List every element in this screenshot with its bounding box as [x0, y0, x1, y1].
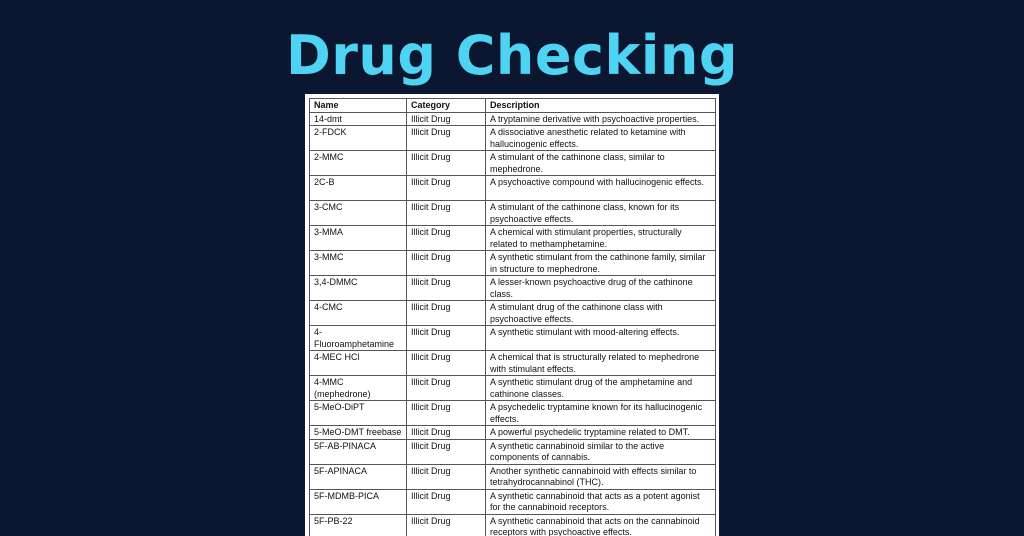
- cell-description: A powerful psychedelic tryptamine related to DMT.: [486, 426, 716, 440]
- table-row: [310, 201, 716, 226]
- table-row: [310, 112, 716, 126]
- cell-category: Illicit Drug: [407, 439, 486, 464]
- cell-description: A chemical with stimulant properties, structurally related to methamphetamine.: [486, 226, 716, 251]
- table-row: [310, 226, 716, 251]
- header-description: Description: [486, 99, 716, 113]
- cell-description: A psychedelic tryptamine known for its hallucinogenic effects.: [486, 401, 716, 426]
- cell-name: 4-MMC (mephedrone): [310, 376, 407, 401]
- cell-category: Illicit Drug: [407, 251, 486, 276]
- cell-name: 3,4-DMMC: [310, 276, 407, 301]
- table-row: [310, 426, 716, 440]
- header-category: Category: [407, 99, 486, 113]
- cell-description: A synthetic cannabinoid that acts on the cannabinoid receptors with psychoactive effects.: [486, 514, 716, 536]
- cell-category: Illicit Drug: [407, 276, 486, 301]
- cell-category: Illicit Drug: [407, 151, 486, 176]
- cell-category: Illicit Drug: [407, 401, 486, 426]
- cell-description: A tryptamine derivative with psychoactive properties.: [486, 112, 716, 126]
- table-row: [310, 439, 716, 464]
- cell-name: 5F-PB-22: [310, 514, 407, 536]
- cell-description: A chemical that is structurally related to mephedrone with stimulant effects.: [486, 351, 716, 376]
- cell-description: A synthetic cannabinoid similar to the active components of cannabis.: [486, 439, 716, 464]
- cell-description: A lesser-known psychoactive drug of the cathinone class.: [486, 276, 716, 301]
- cell-description: A synthetic cannabinoid that acts as a potent agonist for the cannabinoid receptors.: [486, 489, 716, 514]
- table-row: [310, 301, 716, 326]
- table-row: [310, 251, 716, 276]
- cell-description: A stimulant of the cathinone class, similar to mephedrone.: [486, 151, 716, 176]
- cell-name: 5-MeO-DiPT: [310, 401, 407, 426]
- table-header-row: [310, 99, 716, 113]
- table-row: [310, 176, 716, 201]
- table-row: [310, 351, 716, 376]
- cell-category: Illicit Drug: [407, 489, 486, 514]
- cell-category: Illicit Drug: [407, 176, 486, 201]
- cell-description: A synthetic stimulant with mood-altering effects.: [486, 326, 716, 351]
- cell-description: A dissociative anesthetic related to ketamine with hallucinogenic effects.: [486, 126, 716, 151]
- table-row: [310, 126, 716, 151]
- table-row: [310, 326, 716, 351]
- cell-description: A synthetic stimulant drug of the amphetamine and cathinone classes.: [486, 376, 716, 401]
- cell-category: Illicit Drug: [407, 112, 486, 126]
- cell-category: Illicit Drug: [407, 426, 486, 440]
- table-row: [310, 464, 716, 489]
- cell-name: 14-dmt: [310, 112, 407, 126]
- table-row: [310, 489, 716, 514]
- cell-name: 3-MMA: [310, 226, 407, 251]
- cell-category: Illicit Drug: [407, 326, 486, 351]
- header-name: Name: [310, 99, 407, 113]
- cell-description: A stimulant of the cathinone class, known for its psychoactive effects.: [486, 201, 716, 226]
- cell-name: 5F-APINACA: [310, 464, 407, 489]
- cell-name: 5F-AB-PINACA: [310, 439, 407, 464]
- cell-name: 2-MMC: [310, 151, 407, 176]
- cell-description: Another synthetic cannabinoid with effects similar to tetrahydrocannabinol (THC).: [486, 464, 716, 489]
- cell-category: Illicit Drug: [407, 126, 486, 151]
- cell-name: 4-MEC HCl: [310, 351, 407, 376]
- cell-name: 2C-B: [310, 176, 407, 201]
- table-row: [310, 401, 716, 426]
- cell-description: A stimulant drug of the cathinone class with psychoactive effects.: [486, 301, 716, 326]
- drug-table: [309, 98, 716, 536]
- cell-category: Illicit Drug: [407, 351, 486, 376]
- cell-name: 2-FDCK: [310, 126, 407, 151]
- cell-category: Illicit Drug: [407, 226, 486, 251]
- cell-category: Illicit Drug: [407, 201, 486, 226]
- table-row: [310, 376, 716, 401]
- cell-category: Illicit Drug: [407, 464, 486, 489]
- cell-description: A synthetic stimulant from the cathinone family, similar in structure to mephedrone.: [486, 251, 716, 276]
- cell-name: 3-MMC: [310, 251, 407, 276]
- document-image: [305, 94, 719, 536]
- cell-description: A psychoactive compound with hallucinogenic effects.: [486, 176, 716, 201]
- cell-name: 5F-MDMB-PICA: [310, 489, 407, 514]
- table-row: [310, 514, 716, 536]
- cell-name: 3-CMC: [310, 201, 407, 226]
- cell-category: Illicit Drug: [407, 301, 486, 326]
- cell-name: 5-MeO-DMT freebase: [310, 426, 407, 440]
- table-row: [310, 276, 716, 301]
- table-row: [310, 151, 716, 176]
- cell-category: Illicit Drug: [407, 376, 486, 401]
- page-title: Drug Checking: [285, 24, 739, 87]
- cell-category: Illicit Drug: [407, 514, 486, 536]
- cell-name: 4-Fluoroamphetamine: [310, 326, 407, 351]
- cell-name: 4-CMC: [310, 301, 407, 326]
